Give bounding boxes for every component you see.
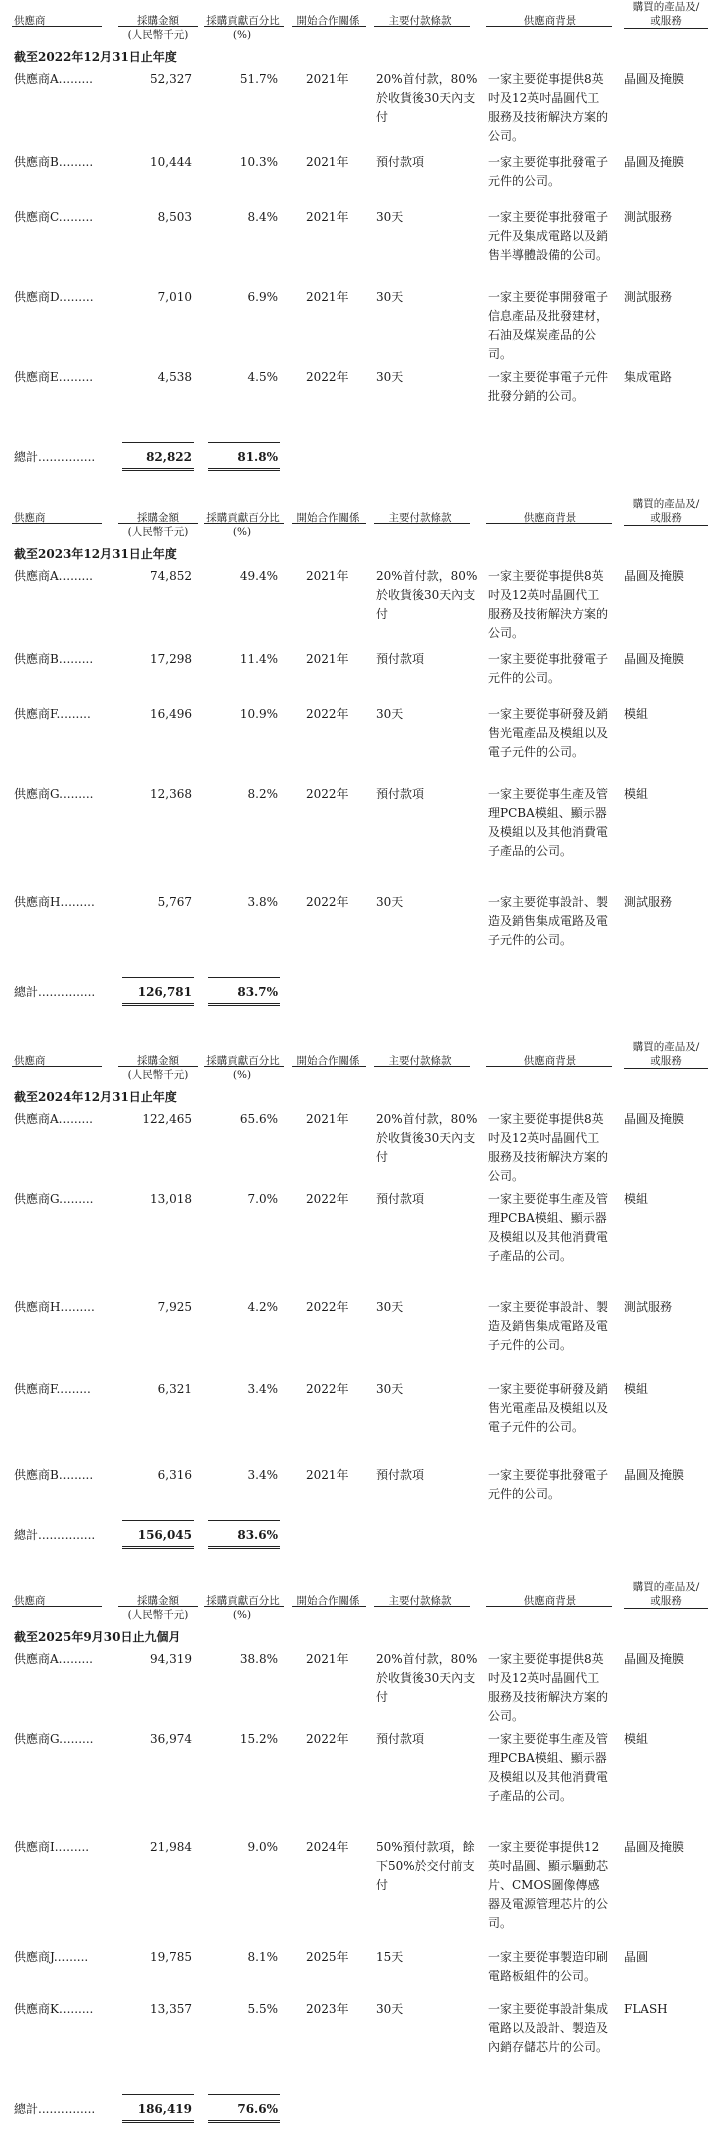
section-2024 <box>0 1041 720 1558</box>
start-year: 2021年 <box>306 569 349 583</box>
supplier-background: 一家主要從事電子元件批發分銷的公司。 <box>488 370 609 403</box>
supplier-name: 供應商K......... <box>14 2002 94 2016</box>
header-pct: 採購貢獻百分比 <box>206 15 280 27</box>
pct-value: 6.9% <box>247 290 278 304</box>
amount-value: 21,984 <box>150 1840 192 1854</box>
header-products-1: 購買的產品及/ <box>632 1041 700 1053</box>
header-underline <box>12 523 102 524</box>
start-year: 2023年 <box>306 2002 349 2016</box>
total-amount: 126,781 <box>137 985 192 999</box>
supplier-background: 一家主要從事批發電子元件的公司。 <box>488 652 609 685</box>
start-year: 2025年 <box>306 1950 349 1964</box>
header-terms: 主要付款條款 <box>388 1595 452 1607</box>
subtotal-rule <box>122 1520 194 1521</box>
period-title: 截至2022年12月31日止年度 <box>14 50 177 64</box>
amount-value: 36,974 <box>150 1732 192 1746</box>
header-underline <box>118 26 198 27</box>
subtotal-rule <box>122 442 194 443</box>
table-row <box>0 2000 720 2076</box>
header-terms: 主要付款條款 <box>388 15 452 27</box>
payment-terms: 預付款項 <box>376 155 425 169</box>
amount-value: 7,925 <box>157 1300 192 1314</box>
start-year: 2022年 <box>306 1732 349 1746</box>
header-underline <box>12 1606 102 1607</box>
pct-value: 5.5% <box>247 2002 278 2016</box>
total-label: 總計............... <box>14 450 96 464</box>
amount-value: 10,444 <box>150 155 192 169</box>
header-products-2: 或服務 <box>650 15 682 27</box>
header-products-2: 或服務 <box>650 1055 682 1067</box>
supplier-background: 一家主要從事生產及管理PCBA模組、顯示器及模組以及其他消費電子產品的公司。 <box>488 1192 609 1263</box>
amount-value: 94,319 <box>150 1652 192 1666</box>
header-start: 開始合作關係 <box>296 1055 360 1067</box>
supplier-name: 供應商B......... <box>14 652 94 666</box>
total-pct: 83.7% <box>237 985 278 999</box>
amount-value: 13,357 <box>150 2002 192 2016</box>
supplier-background: 一家主要從事提供8英吋及12英吋晶圓代工服務及技術解決方案的公司。 <box>488 72 609 143</box>
pct-value: 3.4% <box>247 1468 278 1482</box>
header-amount-unit: (人民幣千元) <box>127 1069 189 1081</box>
header-pct: 採購貢獻百分比 <box>206 1055 280 1067</box>
table-row <box>0 705 720 781</box>
payment-terms: 30天 <box>376 2002 404 2016</box>
start-year: 2022年 <box>306 707 349 721</box>
total-row <box>0 448 720 468</box>
pct-value: 4.2% <box>247 1300 278 1314</box>
header-underline <box>486 26 612 27</box>
products: 模組 <box>624 1382 649 1396</box>
header-underline <box>204 26 284 27</box>
amount-value: 4,538 <box>157 370 192 384</box>
total-pct: 83.6% <box>237 1528 278 1542</box>
total-double-rule <box>208 1546 280 1549</box>
supplier-background: 一家主要從事提供8英吋及12英吋晶圓代工服務及技術解決方案的公司。 <box>488 1652 609 1723</box>
start-year: 2021年 <box>306 652 349 666</box>
products: 測試服務 <box>624 210 673 224</box>
table-row <box>0 70 720 146</box>
pct-value: 15.2% <box>239 1732 278 1746</box>
table-row <box>0 1466 720 1516</box>
header-background: 供應商背景 <box>523 1595 577 1607</box>
supplier-background: 一家主要從事開發電子信息產品及批發建材，石油及煤炭產品的公司。 <box>488 290 609 361</box>
payment-terms: 50%預付款項，餘下50%於交付前支付 <box>376 1840 475 1892</box>
supplier-background: 一家主要從事研發及銷售光電產品及模組以及電子元件的公司。 <box>488 707 609 759</box>
header-underline <box>624 28 708 29</box>
header-pct-unit: (%) <box>232 1609 252 1621</box>
pct-value: 10.9% <box>239 707 278 721</box>
supplier-name: 供應商F......... <box>14 1382 91 1396</box>
header-background: 供應商背景 <box>523 15 577 27</box>
amount-value: 6,316 <box>157 1468 192 1482</box>
total-double-rule <box>208 1003 280 1006</box>
pct-value: 8.4% <box>247 210 278 224</box>
header-pct-unit: (%) <box>232 1069 252 1081</box>
header-terms: 主要付款條款 <box>388 512 452 524</box>
payment-terms: 20%首付款，80%於收貨後30天內支付 <box>376 72 478 124</box>
pct-value: 10.3% <box>239 155 278 169</box>
header-background: 供應商背景 <box>523 1055 577 1067</box>
header-underline <box>486 523 612 524</box>
total-double-rule <box>122 1003 194 1006</box>
start-year: 2022年 <box>306 1382 349 1396</box>
total-pct: 76.6% <box>237 2102 278 2116</box>
header-underline <box>118 523 198 524</box>
header-amount: 採購金額 <box>137 1055 179 1067</box>
products: 測試服務 <box>624 290 673 304</box>
table-row <box>0 1190 720 1286</box>
start-year: 2021年 <box>306 1652 349 1666</box>
payment-terms: 30天 <box>376 1300 404 1314</box>
table-row <box>0 368 720 418</box>
amount-value: 6,321 <box>157 1382 192 1396</box>
pct-value: 51.7% <box>239 72 278 86</box>
header-products-1: 購買的產品及/ <box>632 1 700 13</box>
products: 晶圓 <box>624 1950 649 1964</box>
table-row <box>0 1298 720 1374</box>
products: 晶圓及掩膜 <box>624 569 685 583</box>
pct-value: 65.6% <box>239 1112 278 1126</box>
start-year: 2021年 <box>306 72 349 86</box>
header-pct-unit: (%) <box>232 526 252 538</box>
start-year: 2021年 <box>306 1468 349 1482</box>
subtotal-rule <box>208 442 280 443</box>
total-amount: 156,045 <box>137 1528 192 1542</box>
header-underline <box>486 1606 612 1607</box>
total-label: 總計............... <box>14 1528 96 1542</box>
header-start: 開始合作關係 <box>296 15 360 27</box>
header-pct: 採購貢獻百分比 <box>206 1595 280 1607</box>
pct-value: 11.4% <box>239 652 278 666</box>
amount-value: 74,852 <box>150 569 192 583</box>
header-underline <box>118 1606 198 1607</box>
start-year: 2021年 <box>306 290 349 304</box>
products: 晶圓及掩膜 <box>624 1840 685 1854</box>
payment-terms: 預付款項 <box>376 1732 425 1746</box>
header-start: 開始合作關係 <box>296 1595 360 1607</box>
products: 模組 <box>624 1732 649 1746</box>
start-year: 2022年 <box>306 1300 349 1314</box>
table-header <box>0 1 720 44</box>
start-year: 2024年 <box>306 1840 349 1854</box>
header-supplier: 供應商 <box>14 15 46 27</box>
header-products-1: 購買的產品及/ <box>632 1581 700 1593</box>
amount-value: 52,327 <box>150 72 192 86</box>
header-underline <box>204 1606 284 1607</box>
header-pct: 採購貢獻百分比 <box>206 512 280 524</box>
header-underline <box>118 1066 198 1067</box>
amount-value: 13,018 <box>150 1192 192 1206</box>
header-amount: 採購金額 <box>137 1595 179 1607</box>
section-2025 <box>0 1581 720 2138</box>
total-double-rule <box>122 468 194 471</box>
table-header <box>0 1041 720 1084</box>
supplier-background: 一家主要從事設計、製造及銷售集成電路及電子元件的公司。 <box>488 895 609 947</box>
pct-value: 49.4% <box>239 569 278 583</box>
products: 晶圓及掩膜 <box>624 155 685 169</box>
table-row <box>0 893 720 969</box>
products: 測試服務 <box>624 895 673 909</box>
start-year: 2021年 <box>306 155 349 169</box>
supplier-name: 供應商F......... <box>14 707 91 721</box>
table-row <box>0 153 720 203</box>
table-row <box>0 1730 720 1826</box>
subtotal-rule <box>208 1520 280 1521</box>
supplier-name: 供應商H......... <box>14 1300 95 1314</box>
header-underline <box>292 1606 366 1607</box>
payment-terms: 15天 <box>376 1950 404 1964</box>
payment-terms: 30天 <box>376 1382 404 1396</box>
table-row <box>0 785 720 881</box>
payment-terms: 20%首付款，80%於收貨後30天內支付 <box>376 1112 478 1164</box>
start-year: 2022年 <box>306 370 349 384</box>
header-underline <box>374 1066 470 1067</box>
total-row <box>0 2100 720 2120</box>
payment-terms: 預付款項 <box>376 787 425 801</box>
table-row <box>0 1380 720 1456</box>
total-row <box>0 1526 720 1546</box>
products: 模組 <box>624 707 649 721</box>
total-double-rule <box>122 1546 194 1549</box>
header-underline <box>624 1608 708 1609</box>
payment-terms: 預付款項 <box>376 1468 425 1482</box>
pct-value: 8.2% <box>247 787 278 801</box>
header-underline <box>624 525 708 526</box>
header-underline <box>486 1066 612 1067</box>
header-products-2: 或服務 <box>650 512 682 524</box>
subtotal-rule <box>122 977 194 978</box>
supplier-name: 供應商H......... <box>14 895 95 909</box>
header-underline <box>204 1066 284 1067</box>
table-row <box>0 650 720 700</box>
products: 集成電路 <box>624 370 673 384</box>
products: 測試服務 <box>624 1300 673 1314</box>
header-amount: 採購金額 <box>137 512 179 524</box>
header-underline <box>204 523 284 524</box>
amount-value: 7,010 <box>157 290 192 304</box>
table-row <box>0 1838 720 1934</box>
header-underline <box>12 1066 102 1067</box>
supplier-name: 供應商A......... <box>14 1112 93 1126</box>
header-amount-unit: (人民幣千元) <box>127 29 189 41</box>
total-label: 總計............... <box>14 985 96 999</box>
amount-value: 16,496 <box>150 707 192 721</box>
header-underline <box>12 26 102 27</box>
section-2022 <box>0 1 720 473</box>
total-amount: 82,822 <box>146 450 192 464</box>
supplier-background: 一家主要從事批發電子元件及集成電路以及銷售半導體設備的公司。 <box>488 210 609 262</box>
supplier-name: 供應商D......... <box>14 290 94 304</box>
header-amount-unit: (人民幣千元) <box>127 526 189 538</box>
pct-value: 38.8% <box>239 1652 278 1666</box>
payment-terms: 30天 <box>376 370 404 384</box>
period-title: 截至2024年12月31日止年度 <box>14 1090 177 1104</box>
total-row <box>0 983 720 1003</box>
products: 晶圓及掩膜 <box>624 1652 685 1666</box>
supplier-background: 一家主要從事設計、製造及銷售集成電路及電子元件的公司。 <box>488 1300 609 1352</box>
start-year: 2022年 <box>306 787 349 801</box>
header-products-2: 或服務 <box>650 1595 682 1607</box>
payment-terms: 30天 <box>376 707 404 721</box>
amount-value: 5,767 <box>157 895 192 909</box>
period-title: 截至2023年12月31日止年度 <box>14 547 177 561</box>
total-label: 總計............... <box>14 2102 96 2116</box>
pct-value: 3.4% <box>247 1382 278 1396</box>
table-header <box>0 1581 720 1624</box>
header-products-1: 購買的產品及/ <box>632 498 700 510</box>
amount-value: 122,465 <box>142 1112 192 1126</box>
total-amount: 186,419 <box>137 2102 192 2116</box>
supplier-background: 一家主要從事批發電子元件的公司。 <box>488 155 609 188</box>
total-pct: 81.8% <box>237 450 278 464</box>
supplier-name: 供應商E......... <box>14 370 94 384</box>
start-year: 2022年 <box>306 895 349 909</box>
supplier-name: 供應商C......... <box>14 210 94 224</box>
header-amount-unit: (人民幣千元) <box>127 1609 189 1621</box>
table-row <box>0 288 720 364</box>
supplier-background: 一家主要從事設計集成電路以及設計、製造及內銷存儲芯片的公司。 <box>488 2002 609 2054</box>
supplier-background: 一家主要從事生產及管理PCBA模組、顯示器及模組以及其他消費電子產品的公司。 <box>488 787 609 858</box>
pct-value: 4.5% <box>247 370 278 384</box>
total-double-rule <box>208 468 280 471</box>
table-row <box>0 1650 720 1726</box>
period-title: 截至2025年9月30日止九個月 <box>14 1630 181 1644</box>
pct-value: 8.1% <box>247 1950 278 1964</box>
section-2023 <box>0 498 720 1015</box>
payment-terms: 預付款項 <box>376 652 425 666</box>
header-amount: 採購金額 <box>137 15 179 27</box>
supplier-name: 供應商I......... <box>14 1840 90 1854</box>
supplier-background: 一家主要從事提供8英吋及12英吋晶圓代工服務及技術解決方案的公司。 <box>488 569 609 640</box>
header-start: 開始合作關係 <box>296 512 360 524</box>
supplier-background: 一家主要從事提供8英吋及12英吋晶圓代工服務及技術解決方案的公司。 <box>488 1112 609 1183</box>
start-year: 2021年 <box>306 210 349 224</box>
table-row <box>0 1110 720 1186</box>
payment-terms: 30天 <box>376 290 404 304</box>
supplier-name: 供應商A......... <box>14 1652 93 1666</box>
header-underline <box>624 1068 708 1069</box>
header-pct-unit: (%) <box>232 29 252 41</box>
header-underline <box>292 1066 366 1067</box>
header-supplier: 供應商 <box>14 1055 46 1067</box>
subtotal-rule <box>208 2094 280 2095</box>
payment-terms: 預付款項 <box>376 1192 425 1206</box>
header-background: 供應商背景 <box>523 512 577 524</box>
total-double-rule <box>208 2120 280 2123</box>
supplier-name: 供應商B......... <box>14 1468 94 1482</box>
table-row <box>0 1948 720 1998</box>
products: 模組 <box>624 787 649 801</box>
payment-terms: 20%首付款，80%於收貨後30天內支付 <box>376 1652 478 1704</box>
amount-value: 12,368 <box>150 787 192 801</box>
supplier-background: 一家主要從事製造印刷電路板組件的公司。 <box>488 1950 609 1983</box>
supplier-background: 一家主要從事批發電子元件的公司。 <box>488 1468 609 1501</box>
amount-value: 8,503 <box>157 210 192 224</box>
products: FLASH <box>624 2002 668 2016</box>
table-row <box>0 208 720 284</box>
start-year: 2021年 <box>306 1112 349 1126</box>
header-underline <box>374 26 470 27</box>
start-year: 2022年 <box>306 1192 349 1206</box>
amount-value: 17,298 <box>150 652 192 666</box>
total-double-rule <box>122 2120 194 2123</box>
pct-value: 7.0% <box>247 1192 278 1206</box>
payment-terms: 30天 <box>376 210 404 224</box>
products: 模組 <box>624 1192 649 1206</box>
supplier-background: 一家主要從事研發及銷售光電產品及模組以及電子元件的公司。 <box>488 1382 609 1434</box>
payment-terms: 30天 <box>376 895 404 909</box>
supplier-name: 供應商A......... <box>14 72 93 86</box>
header-underline <box>292 26 366 27</box>
products: 晶圓及掩膜 <box>624 72 685 86</box>
supplier-name: 供應商A......... <box>14 569 93 583</box>
amount-value: 19,785 <box>150 1950 192 1964</box>
products: 晶圓及掩膜 <box>624 652 685 666</box>
header-terms: 主要付款條款 <box>388 1055 452 1067</box>
header-underline <box>292 523 366 524</box>
pct-value: 3.8% <box>247 895 278 909</box>
table-header <box>0 498 720 541</box>
header-underline <box>374 1606 470 1607</box>
header-underline <box>374 523 470 524</box>
supplier-background: 一家主要從事提供12英吋晶圓、顯示驅動芯片、CMOS圖像傳感器及電源管理芯片的公司。 <box>488 1840 609 1930</box>
supplier-name: 供應商J......... <box>14 1950 89 1964</box>
products: 晶圓及掩膜 <box>624 1112 685 1126</box>
products: 晶圓及掩膜 <box>624 1468 685 1482</box>
supplier-name: 供應商B......... <box>14 155 94 169</box>
supplier-name: 供應商G......... <box>14 1192 94 1206</box>
supplier-name: 供應商G......... <box>14 1732 94 1746</box>
pct-value: 9.0% <box>247 1840 278 1854</box>
supplier-name: 供應商G......... <box>14 787 94 801</box>
subtotal-rule <box>122 2094 194 2095</box>
payment-terms: 20%首付款，80%於收貨後30天內支付 <box>376 569 478 621</box>
header-supplier: 供應商 <box>14 512 46 524</box>
table-row <box>0 567 720 643</box>
supplier-background: 一家主要從事生產及管理PCBA模組、顯示器及模組以及其他消費電子產品的公司。 <box>488 1732 609 1803</box>
header-supplier: 供應商 <box>14 1595 46 1607</box>
subtotal-rule <box>208 977 280 978</box>
